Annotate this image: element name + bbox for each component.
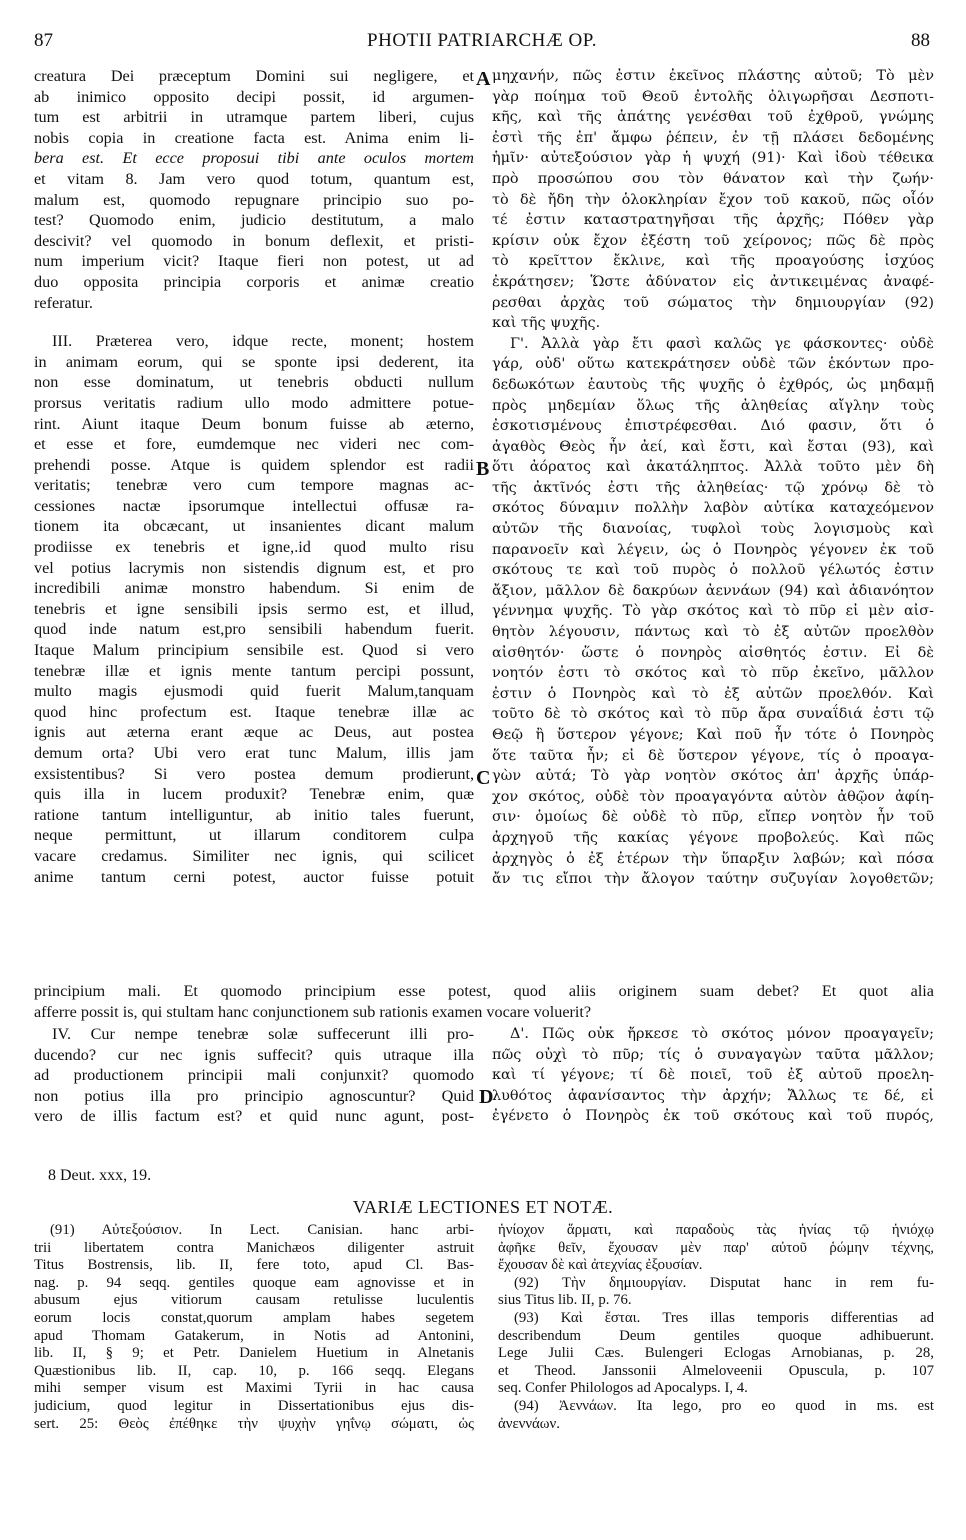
note-line: (93) Καὶ ἔσται. Tres illas temporis differentias ad — [514, 1309, 934, 1326]
notes-left-column — [34, 1222, 474, 1433]
running-title: PHOTII PATRIARCHÆ OP. — [367, 30, 597, 51]
text-line: ἐστὶ τῆς ἐπ' ἄμφω ῥέπειν, ἐν τῇ πλάσει δεδομένης — [492, 129, 934, 146]
greek-paragraph-c — [492, 334, 934, 890]
note-line: trii libertatem contra Manichæos diligenter astruit — [34, 1239, 474, 1256]
text-line: vel potius lacrymis non sistendis dignum est, et pro — [34, 558, 474, 577]
text-line: ἀρχηγὸς ὁ ἐξ ἑτέρων τὴν ὕπαρξιν λαβών; καὶ πόσα — [492, 850, 934, 867]
text-line: creatura Dei præceptum Domini sui negligere, et — [34, 67, 474, 85]
text-line: tum est arbitrii in utramque partem liberi, cujus — [34, 108, 474, 127]
latin-column — [34, 66, 474, 887]
text-line: duo opposita principia corporis et animæ creatio — [34, 272, 474, 291]
note-line: seq. Confer Philologos ad Apocalyps. I, 4. — [498, 1380, 748, 1397]
text-line: ρεσθαι ἀρχὰς τοῦ σώματος τὴν δημιουργίαν (92) — [492, 294, 934, 311]
text-line: veritatis; tenebræ vero cum tempore magnas ac- — [34, 476, 474, 495]
text-line: IV. Cur nempe tenebræ solæ suffecerunt illi pro- — [52, 1025, 474, 1043]
note-line: Titus Bostrensis, lib. II, fere toto, apud Cl. Bas- — [34, 1257, 474, 1274]
note-line: ἔχουσαν δὲ καὶ ἀτεχνίας ἐξουσίαν. — [498, 1257, 703, 1274]
note-line: Quæstionibus lib. II, cap. 10, p. 166 seqq. Elegans — [34, 1362, 474, 1379]
note-line: ἀφῆκε θεῖν, ἔχουσαν μὲν παρ' αὐτοῦ ῥώμην τέχνης, — [498, 1239, 934, 1256]
text-line: πῶς οὐχὶ τὸ πῦρ; τίς ὁ συναγαγὼν ταῦτα μᾶλλον; — [492, 1046, 934, 1063]
text-line: tenebris et igne sensibili ipsis sermo est, et illud, — [34, 599, 474, 618]
text-line: σκότος δύναμιν πολλὴν λαβὸν αὐτίκα καταχεόμενον — [492, 500, 934, 517]
text-line: κρίσιν οὐκ ἔχον ἐξέστη τοῦ χείρονος; πῶς δὲ πρὸς — [492, 232, 934, 249]
notes-right-column — [498, 1222, 934, 1433]
text-line: χον σκότος, οὐδὲ τὸν προαγαγόντα αὐτὸν ἀθῷον ἀφίη- — [492, 788, 934, 805]
text-line: ἄξιον, μᾶλλον δὲ δακρύων ἀεννάων (94) καὶ ἀδιανόητον — [492, 582, 934, 599]
text-line: quis illa in lucem produxit? Tenebræ enim, quæ — [34, 785, 474, 804]
text-line: Γ'. Ἀλλὰ γὰρ ἔτι φασὶ καλῶς γε φάσκοντες· οὐδὲ — [510, 335, 934, 352]
text-line: ἀρχηγοῦ τῆς κακίας γέγονε προβολεύς. Καὶ πῶς — [492, 829, 934, 846]
text-line: in animam eorum, qui se sponte ipsi dederent, ita — [34, 352, 474, 371]
text-line: αὐτῶν τῆς διανοίας, τυφλοὶ τοὺς λογισμοὺς καὶ — [492, 521, 934, 538]
text-line: neque permittunt, ut illarum conditorem culpa — [34, 826, 474, 845]
text-line: nobis copia in creatione facta est. Anima enim li- — [34, 128, 474, 147]
text-line: ὅτε ταῦτα ἦν; εἰ δὲ ὕστερον γέγονε, τίς ὁ προαγα- — [492, 747, 934, 764]
text-line: ratione tantum intelliguntur, ab initio tales fuerunt, — [34, 805, 474, 824]
running-header — [34, 30, 930, 58]
text-line: prodiisse ex tenebris et igne,.id quod multo risu — [34, 538, 474, 557]
latin-paragraph-ii — [34, 66, 474, 313]
page-number-right: 88 — [911, 30, 930, 51]
text-line: σιν· ὁμοίως δὲ οὐδὲ τὸ πῦρ, εἴπερ νοητὸν ἦν τοῦ — [492, 809, 934, 826]
text-line: descivit? vel quomodo in bonum deflexit, et pristi- — [34, 231, 474, 250]
text-line: ὅτι ἀόρατος καὶ ἀκατάληπτος. Ἀλλὰ τοῦτο μὲν δὴ — [492, 459, 934, 476]
text-line: ἐγένετο ὁ Πονηρὸς ἐκ τοῦ σκότους καὶ τοῦ πυρός, — [492, 1108, 934, 1125]
text-line: τέ ἐστιν καταστρατηγῆσαι τῆς ἀρχῆς; Πόθεν γὰρ — [492, 212, 934, 229]
text-line: αἰσθητόν· ὥστε ὁ πονηρὸς αἰσθητός ἐστιν. Εἰ δὲ — [492, 644, 934, 661]
text-line: σκότους τε καὶ τοῦ πυρὸς ὁ πολλοῦ γέλωτός ἐστιν — [492, 562, 934, 579]
page-number-left: 87 — [34, 30, 53, 51]
text-line: ignis aut æterna erant æque ac Deus, aut postea — [34, 723, 474, 742]
note-line: judicium, quod legitur in Dissertationibus ejus dis- — [34, 1397, 474, 1414]
text-line: demum orta? Ubi vero erat tunc Malum, illis jam — [34, 744, 474, 762]
text-line: θητὸν λέγουσιν, πάντως καὶ τὸ ἐξ αὐτῶν προελθὸν — [492, 624, 934, 641]
note-line: Lege Julii Cæs. Bulengeri Eclogas Arnobianas, p. 28, — [498, 1345, 934, 1362]
text-line: Itaque Malum principium sensibile est. Quod si vero — [34, 641, 474, 660]
note-line: sert. 25: Θεὸς ἐπέθηκε τὴν ψυχὴν γηΐνῳ σώματι, ὡς — [34, 1415, 474, 1432]
note-line: (94) Ἀεννάων. Ita lego, pro eo quod in ms. est — [514, 1397, 934, 1414]
text-line: πρὸ προσώπου σου τὸν θάνατον καὶ τὴν ζωήν· — [492, 170, 934, 187]
text-line: τοῦτο δὲ τὸ σκότος καὶ τὸ πῦρ ἄρα συναΐδιά ἐστι τῷ — [492, 706, 934, 723]
text-line: πρὸς μηδεμίαν ὅλως τῆς ἀληθείας αἴγλην τοὺς — [492, 397, 934, 414]
text-line: νοητόν ἐστι τὸ σκότος καὶ τὸ πῦρ ἐκεῖνο, μᾶλλον — [492, 665, 934, 682]
text-line: cessiones nactæ ipsorumque intellectui offusæ ra- — [34, 496, 474, 515]
text-line: καὶ τί γέγονε; τί δὲ ποιεῖ, τοῦ ἐξ αὐτοῦ προελη- — [492, 1067, 934, 1084]
greek-column — [492, 66, 934, 890]
note-line: apud Thomam Gatakerum, in Notis ad Antonini, — [34, 1327, 474, 1344]
full-width-line: principium mali. Et quomodo principium esse potest, quod aliis originem suam debet? Et quot alia — [34, 982, 934, 1000]
text-line: non esse dominatum, ut tenebris obducti nullum — [34, 373, 474, 392]
text-line: tionem ita obcæcant, ut insanientes dicant malum — [34, 517, 474, 536]
note-line: mihi semper visum est Maximi Tyrii in hac causa — [34, 1380, 474, 1397]
note-line: abusum ejus vitiorum causam retulisse luculentis — [34, 1292, 474, 1309]
note-line: nag. p. 94 seqq. gentiles quoque eam agnovisse et in — [34, 1274, 474, 1291]
note-line: ἀνεννάων. — [498, 1415, 560, 1432]
text-line: δεδωκότων ἑαυτοὺς τῆς ψυχῆς ὁ ἐχθρός, ὡς μηδαμῇ — [492, 376, 934, 393]
note-line: (92) Τὴν δημιουργίαν. Disputat hanc in rem fu- — [514, 1274, 934, 1291]
text-line: incredibili animæ monstro habendum. Si enim de — [34, 579, 474, 598]
margin-letter-a: A — [476, 68, 491, 90]
text-line: anime tantum cerni potest, auctor fuisse potuit — [34, 867, 474, 886]
text-line: malum est, quomodo repugnare principio suo po- — [34, 190, 474, 209]
text-line: vacare credamus. Similiter nec ignis, qui scilicet — [34, 846, 474, 865]
margin-letter-d: D — [479, 1086, 494, 1108]
note-line: et Theod. Janssonii Almeloveenii Opuscula, p. 107 — [498, 1362, 934, 1379]
text-line: τῆς ἀκτῖνός ἐστι τῆς ἀληθείας· τῷ χρόνῳ δὲ τὸ — [492, 479, 934, 496]
text-line: prehendi posse. Atque is quidem splendor est radii — [34, 455, 474, 474]
text-line: ad productionem principii mali conjunxit? quomodo — [34, 1066, 474, 1085]
text-line: τὸ δὲ ἤδη τὴν ὁλοκληρίαν ἔχον τοῦ κακοῦ, πῶς οἷόν — [492, 191, 934, 208]
text-line: τὸ κρεῖττον ἔκλινε, καὶ τῆς προαγούσης ἰσχύος — [492, 253, 934, 270]
footnote: 8 Deut. xxx, 19. — [48, 1167, 152, 1184]
text-line: quod inde natum est,pro sensibili habendum fuerit. — [34, 620, 474, 639]
greek-paragraph-b — [492, 66, 934, 334]
margin-letter-c: C — [476, 767, 491, 789]
text-line: ducendo? cur nec ignis suffecit? quis utraque illa — [34, 1045, 474, 1064]
text-line: et esse et fore, eumdemque nec videri nec com- — [34, 435, 474, 454]
text-line: num imperium vicit? Itaque fieri non potest, ut ad — [34, 252, 474, 271]
text-line: et vitam 8. Jam vero quod totum, quantum est, — [34, 169, 474, 188]
text-line: ἐσκοτισμένους ἐπιστρέφεσθαι. Διό φασιν, ὅτι ὁ — [492, 418, 934, 435]
text-line: γὼν αὐτά; Τὸ γὰρ νοητὸν σκότος ἀπ' ἀρχῆς ὑπάρ- — [492, 768, 934, 785]
text-line: III. Præterea vero, idque recte, monent; hostem — [52, 332, 474, 351]
greek-paragraph-d — [492, 1024, 934, 1127]
text-line: ἡμῖν· αὐτεξούσιον γὰρ ἡ ψυχή (91)· Καὶ ἰδοὺ τέθεικα — [492, 150, 934, 167]
latin-paragraph-iv — [34, 1024, 474, 1127]
text-line: Θεῷ ἢ ὕστερον γέγονε; Καὶ ποῦ ἦν τότε ὁ Πονηρὸς — [492, 727, 934, 743]
text-line: καὶ τῆς ψυχῆς. — [492, 315, 601, 332]
text-line: bera est. Et ecce proposui tibi ante oculos mortem — [34, 149, 474, 168]
text-line: referatur. — [34, 293, 93, 312]
text-line: γὰρ ποίημα τοῦ Θεοῦ ἐντολῆς ὀλιγωρῆσαι Δεσποτι- — [492, 88, 934, 105]
text-line: ἄν τις εἴποι τὴν ἄλογον ταύτην συζυγίαν λογοθετῶν; — [492, 871, 934, 888]
margin-letter-b: B — [476, 458, 490, 480]
note-line: lib. II, § 9; et Petr. Danielem Huetium in Alnetanis — [34, 1345, 474, 1362]
text-line: ἐστιν ὁ Πονηρὸς καὶ τὸ ἐξ αὐτῶν προελθόν. Καὶ — [492, 685, 934, 702]
text-line: rint. Aiunt itaque Deum bonum fuisse ab æterno, — [34, 414, 474, 433]
text-line: test? Quomodo enim, judicio destitutum, a malo — [34, 211, 474, 230]
full-width-line: afferre possit is, qui stultam hanc conjunctionem sub rationis examen vocare voluerit? — [34, 1003, 592, 1021]
text-line: παρανοεῖν καὶ λέγειν, ὡς ὁ Πονηρὸς γέγονεν ἐκ τοῦ — [492, 541, 934, 558]
text-line: non potius illa pro principio agnoscuntur? Quid — [34, 1086, 474, 1105]
text-line: λυθότος ἀφανίσαντος τὴν ἀρχήν; Ἄλλως τε δέ, εἰ — [492, 1087, 934, 1104]
latin-paragraph-iii — [34, 331, 474, 887]
text-line: ἀγαθὸς Θεὸς ἦν ἀεί, καὶ ἔστι, καὶ ἔσται (93), καὶ — [492, 438, 934, 455]
text-line: vero de illis factum est? et quid nunc agunt, post- — [34, 1107, 474, 1126]
text-line: ἐκράτησεν; Ὥστε ἀδύνατον εἰς ἀντικειμένας ἀναφέ- — [492, 273, 934, 290]
text-line: ab inimico opposito decipi possit, id argumen- — [34, 87, 474, 106]
notes-title: VARIÆ LECTIONES ET NOTÆ. — [352, 1197, 614, 1217]
note-line: ἡνίοχον ἅρματι, καὶ παραδοὺς τὰς ἡνίας τῷ ἡνιόχῳ — [498, 1222, 934, 1238]
text-line: γάρ, οὐδ' οὕτω κατεκράτησεν οὐδὲ τῶν ἑκόντων προ- — [492, 356, 934, 373]
text-line: κῆς, καὶ τῆς ἀπάτης γενέσθαι τοῦ ἐχθροῦ, γνώμης — [492, 109, 934, 126]
text-line: γέννημα ψυχῆς. Τὸ γὰρ σκότος καὶ τὸ πῦρ εἰ μὲν αἰσ- — [492, 603, 934, 620]
note-line: describendum Deum gentiles quoque adhibuerunt. — [498, 1327, 934, 1344]
text-line: multo magis ejusmodi quid fuerit Malum,tanquam — [34, 682, 474, 701]
note-line: eorum locis constat,quorum amplam habes segetem — [34, 1309, 474, 1326]
text-line: Δ'. Πῶς οὐκ ἤρκεσε τὸ σκότος μόνον προαγαγεῖν; — [510, 1026, 934, 1042]
text-line: prorsus veritatis radium ullo modo admittere potue- — [34, 393, 474, 412]
text-line: μηχανήν, πῶς ἐστιν ἐκεῖνος πλάστης αὐτοῦ; Τὸ μὲν — [492, 68, 934, 84]
text-line: tenebræ illæ et ignis mente tantum percipi possunt, — [34, 661, 474, 680]
text-line: quod hinc profectum est. Itaque tenebræ illæ ac — [34, 702, 474, 721]
text-line: exsistentibus? Si vero postea demum prodierunt, — [34, 764, 474, 783]
note-line: (91) Αὐτεξούσιον. In Lect. Canisian. hanc arbi- — [50, 1222, 474, 1238]
note-line: sius Titus lib. II, p. 76. — [498, 1292, 632, 1309]
